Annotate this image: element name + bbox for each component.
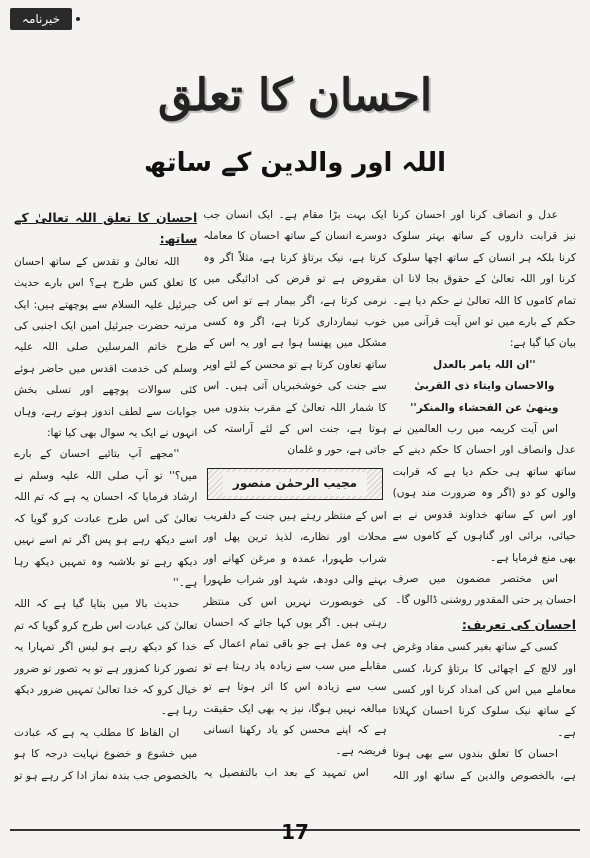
column-middle — [203, 205, 386, 785]
page-number: 17 — [281, 820, 309, 844]
column-right — [393, 205, 576, 785]
quran-verse-line: وینھیٰ عن الفحشاء والمنکر'' — [410, 401, 559, 414]
paragraph: اس مختصر مضمون میں صرف احسان پر حتی المقدور روشنی ڈالوں گا۔ — [392, 572, 576, 607]
paragraph: اس تمہید کے بعد اب بالتفصیل یہ — [203, 766, 369, 779]
tab-dot — [76, 17, 80, 21]
author-byline-box — [207, 468, 382, 500]
section-tab-label: خبرنامہ — [21, 12, 61, 26]
paragraph: اس آیت کریمہ میں رب العالمین نے عدل وانصاف اور احسان کا حکم دینے کے ساتھ ساتھ ہی حکم دیا ہے کہ قرابت والوں کو دو (اگر وہ ضرورت مند ہوں) اور اس کے ساتھ خداوند قدوس نے بے حیائی، برائی اور گناہوں کے کاموں سے بھی منع فرمایا ہے۔ — [392, 423, 576, 564]
section-heading: احسان کی تعریف: — [461, 616, 576, 632]
paragraph: ان الفاظ کا مطلب یہ ہے کہ عبادت میں خشوع و خضوع نہایت درجہ کا ہو بالخصوص جب بندہ نماز ادا کر رہے ہو تو — [14, 726, 198, 782]
article-subtitle: اللہ اور والدین کے ساتھ — [143, 148, 447, 178]
column-left — [14, 205, 197, 785]
quran-verse-line: ''ان اللہ یامر بالعدل — [432, 358, 536, 371]
paragraph: ''مجھے آپ بتائیے احسان کے بارے میں؟'' تو آپ صلی اللہ علیہ وسلم نے ارشاد فرمایا کہ احسان یہ ہے کہ تم اللہ تعالیٰ کی اس طرح عبادت کرو گویا کہ اسے دیکھ رہے ہو پس اگر تم اسے نہیں دیکھ رہے تو بلاشبہ وہ تمہیں دیکھ رہا ہے۔'' — [14, 448, 198, 589]
paragraph: احسان کا تعلق بندوں سے بھی ہوتا ہے، بالخصوص والدین کے ساتھ اور اللہ — [392, 748, 576, 782]
author-name: مجیب الرحمٰن منصور — [223, 472, 367, 495]
paragraph: عدل و انصاف کرنا اور احسان کرنا نیز قرابت داروں کے ساتھ بہتر سلوک کرنا بلکہ ہر انسان کے ساتھ اچھا سلوک کرنا اور اللہ تعالیٰ کے حقوق بجا لانا ان تمام کاموں کا اللہ تعالیٰ نے حکم دیا ہے۔ حکم کے بارے میں تو اس آیت قرآنی میں بیان کیا گیا ہے: — [392, 209, 576, 350]
article-title: احسان کا تعلق — [157, 70, 433, 121]
paragraph: اللہ تعالیٰ و تقدس کے ساتھ احسان کا تعلق کس طرح ہے؟ اس بارے حدیث جبرئیل علیہ السلام سے پوچھتے ہیں: ایک مرتبہ حضرت جبرئیل امین ایک اجنبی کی طرح خاتم المرسلین صلی اللہ علیہ وسلم کی خدمت اقدس میں حاضر ہوئے کئی سوالات پوچھے اور تسلی بخش جوابات سے لطف اندوز ہوتے رہے، وہاں انہوں نے ایک یہ سوال بھی کیا تھا: — [14, 255, 198, 440]
quran-verse-line: والاحسان وایتاء ذی القربیٰ — [414, 380, 555, 393]
paragraph: کسی کے ساتھ بغیر کسی مفاد وغرض اور لالچ کے اچھائی کا برتاؤ کرنا، کسی معاملے میں اس کی امداد کرنا اور کسی کے ساتھ نیک سلوک کرنا احسان کہلاتا ہے۔ — [392, 641, 576, 739]
section-tab — [10, 8, 72, 30]
paragraph: ایک بہت بڑا مقام ہے۔ ایک انسان جب دوسرے انسان کے ساتھ احسان کا معاملہ کرتا ہے، نیک برتاؤ کرتا ہے، مثلاً اگر وہ مقروض ہے تو قرض کی ادائیگی میں نرمی کرتا ہے، اگر بیمار ہے تو اس کی خوب تیمارداری کرتا ہے، اگر وہ کسی مشکل میں پھنسا ہوا ہے اور یہ اس کے ساتھ تعاون کرتا ہے تو محسن کے لئے اوپر سے جنت کی خوشخبریاں آتی ہیں۔ اس کا شمار اللہ تعالیٰ کے مقرب بندوں میں ہوتا ہے، جنت اس کے لئے آراستہ کی جاتی ہے، حور و غلمان — [203, 209, 387, 457]
paragraph: حدیث بالا میں بتایا گیا ہے کہ اللہ تعالیٰ کی عبادت اس طرح کرو گویا کہ تم خدا کو دیکھ رہے ہو لیس اگر تمہارا یہ تصور کرنا کمزور ہے تو یہ تصور تو ضرور خیال کرو کہ خدا تعالیٰ تمہیں ضرور دیکھ رہا ہے۔ — [14, 598, 198, 718]
section-heading: احسان کا تعلق اللہ تعالیٰ کے ساتھ: — [14, 210, 198, 247]
paragraph: اس کے منتظر رہتے ہیں جنت کے دلفریب محلات اور نظارے، لذیذ ترین پھل اور شراب طہورا، عمدہ و مرغن کھانے اور بہنے والی دودھ، شہد اور شراب طہورا کی خوبصورت نہریں اس کی منتظر رہتی ہیں۔ اگر یوں کہا جائے کہ احسان ہی وہ عمل ہے جو باقی تمام اعمال کے مقابلے میں سب سے زیادہ یاد رہتا ہے تو سب سے زیادہ اس کا اثر ہوتا ہے تو مبالغہ نہیں ہوگا، نیز یہ بھی ایک حقیقت ہے کہ اپنے محسن کو یاد رکھنا انسانی فریضہ ہے۔ — [203, 509, 387, 758]
article-columns — [14, 205, 576, 785]
